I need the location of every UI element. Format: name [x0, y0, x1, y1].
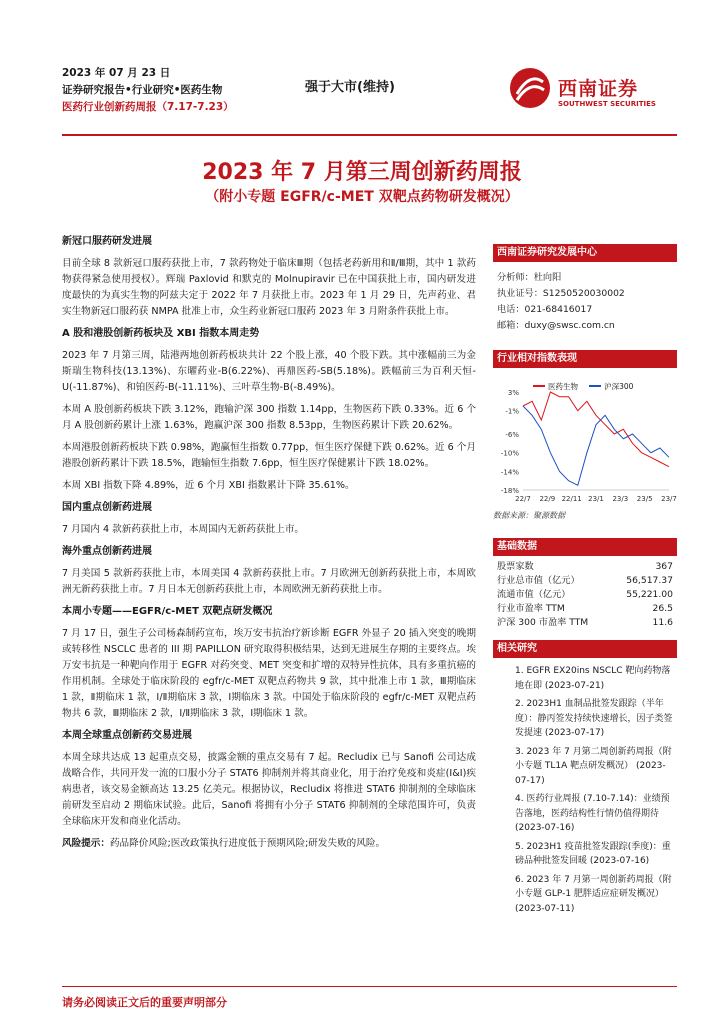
section-paragraph: 7 月美国 5 款新药获批上市，本周美国 4 款新药获批上市。7 月欧洲无创新药获批上市，本周欧洲无新药获批上市。7 月日本无创新药获批上市，本周欧洲无新药获批上市。	[62, 568, 476, 595]
index-chart-box	[493, 350, 677, 521]
basic-data-row	[497, 616, 673, 630]
research-center-title: 西南证券研究发展中心	[493, 244, 677, 262]
basic-data-value: 367	[655, 561, 673, 572]
basic-data-label: 行业市盈率 TTM	[497, 603, 565, 614]
logo-mark-icon	[508, 66, 552, 110]
header-divider	[62, 134, 677, 136]
x-tick-label: 22/9	[539, 495, 556, 503]
basic-data-label: 行业总市值（亿元）	[497, 575, 580, 586]
index-chart	[493, 368, 677, 508]
basic-data-label: 沪深 300 市盈率 TTM	[497, 617, 589, 628]
y-tick-label: -1%	[505, 407, 519, 416]
basic-data-label: 股票家数	[497, 561, 534, 572]
basic-data-table	[493, 556, 677, 630]
footer-divider	[62, 986, 677, 987]
analyst-phone: 电话：021-68416017	[497, 304, 593, 315]
basic-data-title: 基础数据	[493, 538, 677, 556]
y-tick-label: -10%	[500, 449, 519, 458]
related-research-item[interactable]: 5. 2023H1 疫苗批签发跟踪(季度)：重磅品种批签发回暖 (2023-07-16)	[515, 841, 671, 866]
basic-data-box	[493, 538, 677, 630]
section-heading: 海外重点创新药进展	[62, 546, 152, 557]
series-line-0	[523, 392, 669, 467]
company-logo	[508, 62, 678, 118]
series-line-1	[523, 406, 669, 485]
basic-data-row	[497, 588, 673, 602]
section-topic	[62, 604, 476, 722]
section-heading: 本周小专题——EGFR/c-MET 双靶点研发概况	[62, 606, 273, 617]
section-overseas	[62, 544, 476, 598]
y-tick-label: -6%	[505, 431, 519, 439]
basic-data-value: 56,517.37	[626, 575, 673, 586]
section-heading: 国内重点创新药进展	[62, 502, 152, 513]
chart-svg	[493, 368, 677, 508]
x-tick-label: 23/5	[636, 495, 653, 503]
research-center-box	[493, 244, 677, 334]
basic-data-row	[497, 560, 673, 574]
basic-data-label: 流通市值（亿元）	[497, 589, 571, 600]
related-research-item[interactable]: 6. 2023 年 7 月第一周创新药周报（附小专题 GLP-1 肥胖适应症研发概况） (2023-07-11)	[515, 874, 672, 914]
rating: 强于大市(维持)	[305, 80, 395, 95]
section-paragraph: 本周 A 股创新药板块下跌 3.12%，跑输沪深 300 指数 1.14pp，生物医药下跌 0.33%。近 6 个月 A 股创新药累计上涨 1.63%，跑赢沪深 300 指数 8.53pp，生物医药累计下跌 20.62%。	[62, 404, 476, 431]
x-tick-label: 23/7	[661, 495, 677, 503]
risk-label: 风险提示：	[62, 838, 110, 849]
related-research-item[interactable]: 2. 2023H1 血制品批签发跟踪（半年度）：静丙签发持续快速增长，因子类签发提速 (2023-07-17)	[515, 699, 673, 738]
header-meta	[62, 65, 234, 116]
section-paragraph: 本周全球共达成 13 起重点交易，披露金额的重点交易有 7 起。Recludix 已与 Sanofi 公司达成战略合作，共同开发一流的口服小分子 STAT6 抑制剂并将其商业化，用于治疗免疫和炎症(I&I)疾病患者，该交易金额高达 13.25 亿美元。根据协议，Recludix 将推进 STAT6 抑制剂的全球临床前研发至启动 2 期临床试验。此后，Sanofi 将拥有小分子 STAT6 抑制剂的全球范围许可，负责全球临床开发和商业化活动。	[62, 752, 476, 827]
risk-text: 药品降价风险;医改政策执行进度低于预期风险;研发失败的风险。	[109, 838, 386, 849]
x-tick-label: 23/3	[612, 495, 629, 503]
report-category: 证券研究报告•行业研究•医药生物	[62, 84, 223, 96]
related-research-box	[493, 640, 677, 920]
y-tick-label: 3%	[507, 389, 519, 397]
y-tick-label: -18%	[500, 487, 519, 495]
x-tick-label: 23/1	[588, 495, 604, 503]
chart-source: 数据来源：聚源数据	[493, 511, 565, 520]
section-paragraph: 7 月国内 4 款新药获批上市，本周国内无新药获批上市。	[62, 524, 305, 535]
section-heading: 新冠口服药研发进展	[62, 236, 152, 247]
section-paragraph: 本周 XBI 指数下降 4.89%，近 6 个月 XBI 指数累计下降 35.61%。	[62, 480, 355, 491]
related-research-title: 相关研究	[493, 640, 677, 658]
legend-label: 沪深300	[604, 381, 634, 391]
page-title: 2023 年 7 月第三周创新药周报	[202, 160, 522, 185]
index-chart-title: 行业相对指数表现	[493, 350, 677, 368]
section-paragraph: 目前全球 8 款新冠口服药获批上市，7 款药物处于临床Ⅲ期（包括老药新用和Ⅱ/Ⅲ期，其中 1 款药物获得紧急使用授权）。辉瑞 Paxlovid 和默克的 Molnupiravir 已在中国获批上市，国内研发进度最快的为真实生物的阿兹夫定于 2022 年 7 月获批上市。2023 年 1 月 29 日，先声药业、君实生物新冠口服药获 NMPA 批准上市，众生药业新冠口服药 2023 年 3 月附条件获批上市。	[62, 258, 476, 317]
analyst-email[interactable]: 邮箱：duxy@swsc.com.cn	[497, 320, 615, 331]
related-research-item[interactable]: 4. 医药行业周报 (7.10-7.14)：业绩预告落地，医药结构性行情仍值得期待 (2023-07-16)	[515, 794, 670, 833]
basic-data-value: 55,221.00	[626, 589, 673, 600]
logo-en: SOUTHWEST SECURITIES	[558, 100, 656, 108]
y-tick-label: -14%	[500, 468, 519, 477]
section-paragraph: 2023 年 7 月第三周，陆港两地创新药板块共计 22 个股上涨，40 个股下跌。其中涨幅前三为金斯瑞生物科技(13.13%)、东曜药业-B(6.22%)、再鼎医药-SB(5.18%)。跌幅前三为百利天恒-U(-11.87%)、和铂医药-B(-11.11%)、三叶草生物-B(-8.49%)。	[62, 350, 476, 393]
section-market	[62, 326, 476, 494]
logo-cn: 西南证券	[558, 78, 639, 100]
x-tick-label: 22/11	[561, 495, 582, 503]
section-deals	[62, 728, 476, 830]
legend-label: 医药生物	[548, 381, 578, 391]
basic-data-row	[497, 602, 673, 616]
page-subtitle: （附小专题 EGFR/c-MET 双靶点药物研发概况）	[205, 189, 519, 205]
report-series: 医药行业创新药周报（7.17-7.23）	[62, 101, 234, 113]
section-covid	[62, 234, 476, 320]
related-research-item[interactable]: 3. 2023 年 7 月第二周创新药周报（附小专题 TL1A 靶点研发概况） (2023-07-17)	[515, 746, 672, 786]
section-paragraph: 本周港股创新药板块下跌 0.98%，跑赢恒生指数 0.77pp，恒生医疗保健下跌 0.62%。近 6 个月港股创新药累计下跌 18.5%，跑输恒生指数 7.6pp，恒生医疗保健累计下跌 18.02%。	[62, 442, 476, 469]
section-heading: 本周全球重点创新药交易进展	[62, 730, 192, 741]
basic-data-value: 11.6	[652, 617, 673, 628]
related-research-item[interactable]: 1. EGFR EX20ins NSCLC 靶向药物落地在即 (2023-07-21)	[515, 666, 671, 691]
section-domestic	[62, 500, 476, 538]
related-research-list	[493, 658, 677, 916]
x-tick-label: 22/7	[515, 495, 531, 503]
section-heading: A 股和港股创新药板块及 XBI 指数本周走势	[62, 328, 260, 339]
main-content	[62, 234, 476, 858]
analyst-license: 执业证号：S1250520030002	[497, 288, 625, 299]
section-paragraph: 7 月 17 日，强生子公司杨森制药宣布，埃万安韦抗治疗新诊断 EGFR 外显子 20 插入突变的晚期或转移性 NSCLC 患者的 III 期 PAPILLON 研究取得积极结果，达到无进展生存期的主要终点。埃万安韦抗是一种靶向作用于 EGFR 对药突变、MET 突变和扩增的双特异性抗体，具有多重抗癌的作用机制。全球处于临床阶段的 egfr/c-MET 双靶点药物共 9 款，其中批准上市 1 款，Ⅲ期临床 1 款，Ⅱ期临床 1 款，Ⅰ/Ⅱ期临床 3 款，Ⅰ期临床 3 款。中国处于临床阶段的 egfr/c-MET 双靶点药物共 6 款，Ⅲ期临床 2 款，Ⅰ/Ⅱ期临床 3 款，Ⅰ期临床 1 款。	[62, 628, 476, 719]
basic-data-value: 26.5	[652, 603, 673, 614]
analyst-name: 分析师：杜向阳	[497, 272, 562, 283]
basic-data-row	[497, 574, 673, 588]
footer-disclaimer: 请务必阅读正文后的重要声明部分	[62, 996, 227, 1009]
report-date: 2023 年 07 月 23 日	[62, 67, 171, 79]
risk-warning	[62, 836, 476, 852]
